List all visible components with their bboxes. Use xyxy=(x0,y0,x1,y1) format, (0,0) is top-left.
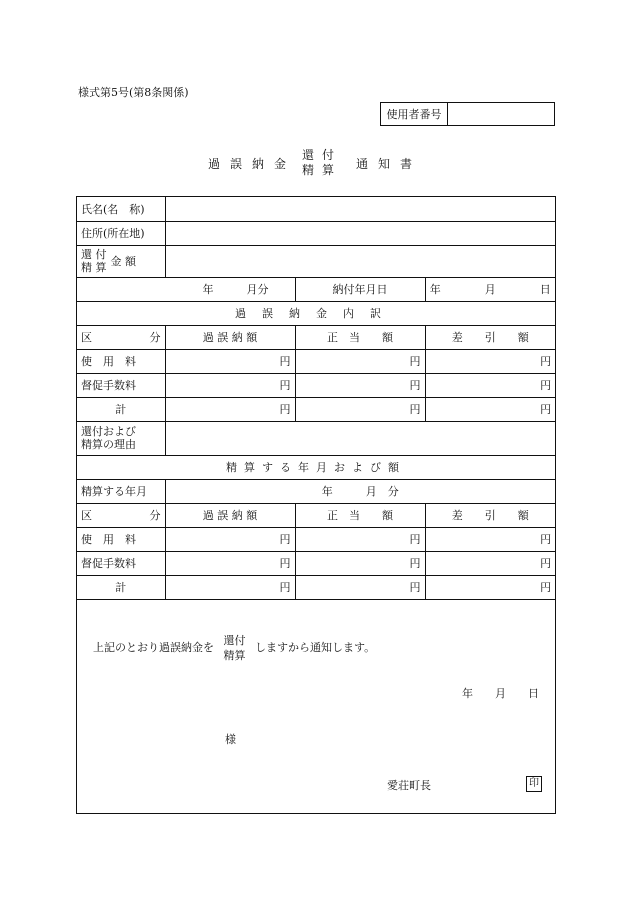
title-pre: 過誤納金 xyxy=(207,156,296,171)
user-number-box xyxy=(380,102,555,126)
name-label: 氏名(名 称) xyxy=(77,197,165,221)
fee-label: 督促手数料 xyxy=(77,373,165,397)
usage-kago[interactable]: 円 xyxy=(165,349,295,373)
kubun-b: 分 xyxy=(149,331,161,344)
document-title xyxy=(0,148,630,178)
usage-label: 使 用 料 xyxy=(77,349,165,373)
total-seito[interactable]: 円 xyxy=(295,397,425,421)
total-label-2: 計 xyxy=(77,575,165,599)
honorific: 様 xyxy=(225,733,236,746)
usage-seito[interactable]: 円 xyxy=(295,349,425,373)
amount-label-side: 金 額 xyxy=(110,254,136,268)
notice-sentence xyxy=(93,633,375,663)
title-stack-bottom: 精算 xyxy=(301,163,342,177)
total-kago-2[interactable]: 円 xyxy=(165,575,295,599)
seito-header: 正 当 額 xyxy=(295,325,425,349)
reason-label-bottom: 精算の理由 xyxy=(81,438,136,451)
kubun-header xyxy=(77,325,165,349)
kubun-a: 区 xyxy=(81,331,92,344)
notice-stack-top: 還付 xyxy=(223,634,246,647)
pay-date-label: 納付年月日 xyxy=(295,277,425,301)
settle-month-label: 精算する年月 xyxy=(77,479,165,503)
total-label: 計 xyxy=(77,397,165,421)
usage-sahiki-2[interactable]: 円 xyxy=(425,527,555,551)
notice-date[interactable]: 年 月 日 xyxy=(462,687,539,700)
seito-header-2: 正 当 額 xyxy=(295,503,425,527)
breakdown-header: 過誤納金内訳 xyxy=(77,301,555,325)
address-label: 住所(所在地) xyxy=(77,221,165,245)
total-sahiki[interactable]: 円 xyxy=(425,397,555,421)
sahiki-header: 差 引 額 xyxy=(425,325,555,349)
kubun-b-2: 分 xyxy=(149,509,161,522)
fee-kago-2[interactable]: 円 xyxy=(165,551,295,575)
fee-sahiki-2[interactable]: 円 xyxy=(425,551,555,575)
name-field[interactable] xyxy=(165,197,555,221)
issuer-name: 愛荘町長 xyxy=(387,779,431,792)
form-number-label: 様式第5号(第8条関係) xyxy=(78,86,189,99)
kago-header-2: 過 誤 納 額 xyxy=(165,503,295,527)
usage-seito-2[interactable]: 円 xyxy=(295,527,425,551)
pay-date-field[interactable]: 年 月 日 xyxy=(425,277,555,301)
total-sahiki-2[interactable]: 円 xyxy=(425,575,555,599)
amount-field[interactable] xyxy=(165,245,555,277)
notice-stack-bottom: 精算 xyxy=(223,649,246,662)
user-number-field[interactable] xyxy=(448,103,554,125)
reason-label-top: 還付および xyxy=(81,425,136,438)
notice-form xyxy=(76,196,556,814)
kubun-a-2: 区 xyxy=(81,509,92,522)
fee-sahiki[interactable]: 円 xyxy=(425,373,555,397)
title-post: 通知書 xyxy=(356,156,423,171)
amount-label-top: 還 付 xyxy=(81,248,107,261)
reason-field[interactable] xyxy=(165,421,555,455)
reason-label xyxy=(77,421,165,455)
fee-seito[interactable]: 円 xyxy=(295,373,425,397)
fee-seito-2[interactable]: 円 xyxy=(295,551,425,575)
kubun-header-2 xyxy=(77,503,165,527)
sahiki-header-2: 差 引 額 xyxy=(425,503,555,527)
kago-header: 過 誤 納 額 xyxy=(165,325,295,349)
usage-kago-2[interactable]: 円 xyxy=(165,527,295,551)
notice-pre: 上記のとおり過誤納金を xyxy=(93,641,214,654)
amount-label-bottom: 精 算 xyxy=(81,261,107,274)
user-number-label: 使用者番号 xyxy=(381,103,448,125)
usage-sahiki[interactable]: 円 xyxy=(425,349,555,373)
total-kago[interactable]: 円 xyxy=(165,397,295,421)
title-stack-top: 還付 xyxy=(301,148,342,162)
notice-post: しますから通知します。 xyxy=(255,641,376,654)
seal-stamp: 印 xyxy=(526,776,542,792)
address-field[interactable] xyxy=(165,221,555,245)
period-field[interactable]: 年 月分 xyxy=(77,277,295,301)
settle-month-field[interactable]: 年 月 分 xyxy=(165,479,555,503)
amount-label xyxy=(77,245,165,277)
fee-kago[interactable]: 円 xyxy=(165,373,295,397)
fee-label-2: 督促手数料 xyxy=(77,551,165,575)
total-seito-2[interactable]: 円 xyxy=(295,575,425,599)
settle-header: 精算する年月および額 xyxy=(77,455,555,479)
form-table xyxy=(77,197,555,600)
usage-label-2: 使 用 料 xyxy=(77,527,165,551)
